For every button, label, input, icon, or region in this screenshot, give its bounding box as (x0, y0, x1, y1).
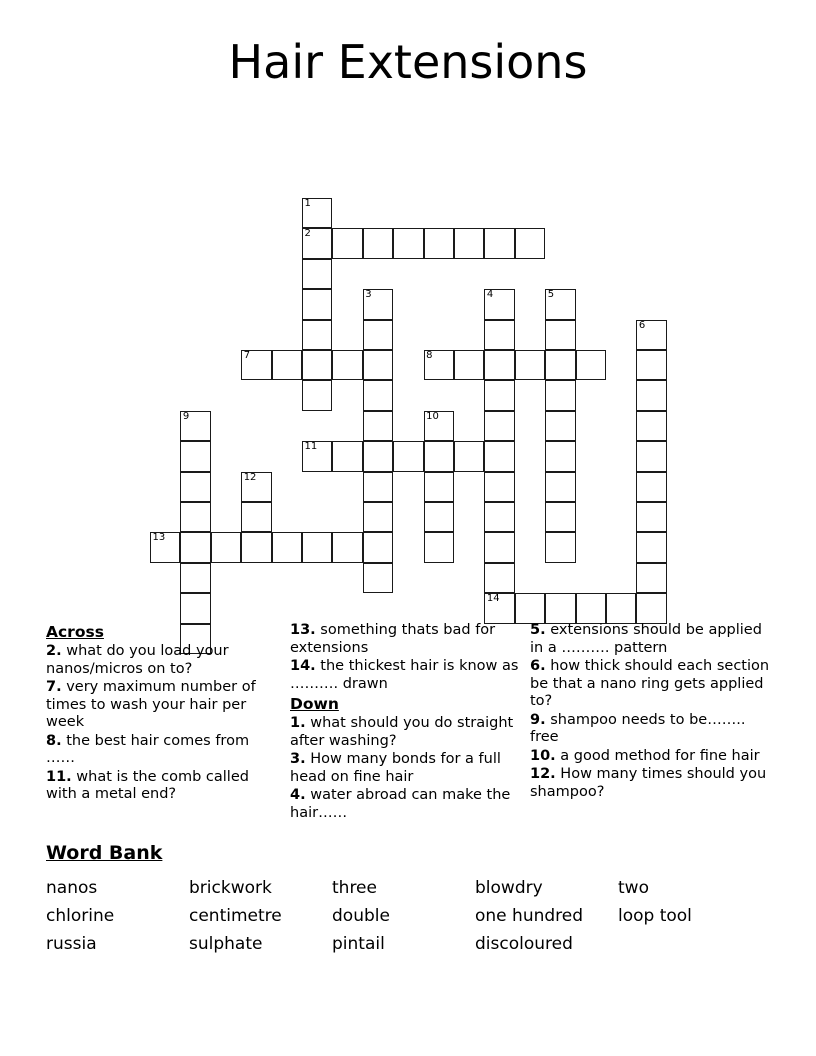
clue-down-1 (290, 715, 522, 750)
page-title: Hair Extensions (228, 35, 588, 89)
grid-cell[interactable] (332, 350, 362, 380)
grid-cell-number: 2 (304, 228, 311, 240)
word-bank-row (46, 874, 776, 902)
word-bank-word[interactable]: blowdry (475, 878, 543, 898)
word-bank-row (46, 930, 776, 958)
grid-cell[interactable] (454, 350, 484, 380)
grid-cell[interactable] (393, 441, 423, 471)
grid-cell[interactable] (484, 380, 514, 410)
grid-cell[interactable] (180, 411, 210, 441)
crossword-grid-container (0, 90, 816, 605)
grid-cell[interactable] (363, 472, 393, 502)
clue-across-8 (46, 733, 274, 768)
clue-number: 3. (290, 751, 306, 767)
grid-cell[interactable] (636, 593, 666, 623)
grid-cell[interactable] (302, 198, 332, 228)
grid-cell[interactable] (545, 441, 575, 471)
grid-cell-number: 8 (426, 350, 433, 361)
clue-down-12 (530, 766, 778, 801)
grid-cell[interactable] (484, 228, 514, 258)
grid-cell-number: 4 (486, 289, 494, 301)
grid-cell[interactable] (484, 593, 514, 623)
grid-cell[interactable] (576, 593, 606, 623)
word-bank-word[interactable]: nanos (46, 878, 98, 898)
grid-cell-number: 10 (426, 410, 439, 422)
grid-cell[interactable] (636, 532, 666, 562)
clue-number: 5. (530, 622, 546, 638)
grid-cell[interactable] (636, 350, 666, 380)
grid-cell[interactable] (545, 380, 575, 410)
grid-cell[interactable] (180, 532, 210, 562)
grid-cell-number: 9 (182, 410, 190, 422)
grid-cell[interactable] (484, 563, 514, 593)
grid-cell[interactable] (484, 532, 514, 562)
grid-cell[interactable] (302, 532, 332, 562)
grid-cell[interactable] (484, 472, 514, 502)
grid-cell[interactable] (302, 380, 332, 410)
clue-across-7 (46, 679, 274, 732)
grid-cell[interactable] (545, 502, 575, 532)
grid-cell[interactable] (302, 228, 332, 258)
grid-cell[interactable] (484, 320, 514, 350)
grid-cell[interactable] (515, 593, 545, 623)
grid-cell[interactable] (484, 289, 514, 319)
grid-cell-number: 5 (547, 289, 555, 301)
word-bank-word[interactable]: three (332, 878, 377, 898)
grid-cell[interactable] (484, 411, 514, 441)
clue-number: 6. (530, 658, 546, 674)
clue-down-10 (530, 748, 778, 766)
grid-cell[interactable] (454, 441, 484, 471)
grid-cell[interactable] (545, 320, 575, 350)
clue-text: extensions should be applied in a ………. pattern (530, 622, 762, 656)
grid-cell[interactable] (363, 411, 393, 441)
clue-text: what should you do straight after washing? (290, 715, 514, 749)
word-bank-empty (618, 930, 761, 958)
clue-number: 4. (290, 787, 306, 803)
clue-text: the best hair comes from …… (46, 732, 250, 766)
clue-text: a good method for fine hair (555, 747, 760, 764)
word-bank-word[interactable]: pintail (332, 934, 385, 954)
clue-number: 9. (530, 711, 546, 728)
clue-column-1 (46, 622, 274, 805)
clue-number: 8. (46, 732, 62, 749)
grid-cell[interactable] (636, 380, 666, 410)
word-bank-word[interactable]: russia (46, 934, 97, 954)
grid-cell[interactable] (180, 593, 210, 623)
clue-down-6 (530, 658, 778, 711)
grid-cell[interactable] (424, 472, 454, 502)
clue-across-2 (46, 643, 274, 678)
grid-cell-number: 14 (486, 593, 500, 605)
clue-text: something thats bad for extensions (290, 622, 496, 656)
word-bank-word[interactable]: sulphate (189, 934, 263, 954)
grid-cell[interactable] (545, 289, 575, 319)
grid-cell[interactable] (363, 380, 393, 410)
clue-down-4 (290, 787, 522, 822)
grid-cell[interactable] (424, 228, 454, 258)
grid-cell[interactable] (211, 532, 241, 562)
grid-cell[interactable] (332, 532, 362, 562)
grid-cell[interactable] (241, 502, 271, 532)
grid-cell[interactable] (272, 350, 302, 380)
word-bank-row (46, 902, 776, 930)
grid-cell-number: 11 (304, 441, 318, 453)
clue-across-14 (290, 658, 522, 693)
clue-text: shampoo needs to be…….. free (530, 711, 746, 745)
grid-cell[interactable] (636, 563, 666, 593)
crossword-grid[interactable] (150, 198, 710, 668)
clue-text: How many times should you shampoo? (530, 766, 767, 800)
clue-across-13 (290, 622, 522, 657)
grid-cell[interactable] (363, 228, 393, 258)
clue-number: 12. (530, 766, 556, 782)
grid-cell[interactable] (606, 593, 636, 623)
grid-cell[interactable] (241, 472, 271, 502)
word-bank-title: Word Bank (46, 842, 163, 864)
word-bank-word[interactable]: loop tool (618, 906, 692, 926)
clue-number: 7. (46, 679, 62, 695)
grid-cell[interactable] (302, 350, 332, 380)
grid-cell[interactable] (484, 441, 514, 471)
grid-cell[interactable] (636, 411, 666, 441)
word-bank-word[interactable]: two (618, 878, 649, 898)
grid-cell[interactable] (363, 502, 393, 532)
clue-number: 10. (530, 747, 556, 764)
grid-cell-number: 1 (304, 198, 311, 209)
grid-cell[interactable] (484, 350, 514, 380)
grid-cell-number: 12 (243, 471, 257, 483)
grid-cell[interactable] (545, 350, 575, 380)
grid-cell[interactable] (302, 259, 332, 289)
word-bank-word[interactable]: discoloured (475, 934, 573, 954)
clue-column-3 (530, 622, 778, 802)
grid-cell[interactable] (302, 441, 332, 471)
grid-cell[interactable] (241, 350, 271, 380)
word-bank-rows (46, 874, 776, 958)
grid-cell[interactable] (302, 320, 332, 350)
clue-text: very maximum number of times to wash your hair per week (46, 679, 256, 730)
grid-cell[interactable] (272, 532, 302, 562)
grid-cell[interactable] (332, 228, 362, 258)
grid-cell[interactable] (180, 441, 210, 471)
clue-text: how thick should each section be that a nano ring gets applied to? (530, 658, 770, 709)
clue-number: 2. (46, 643, 62, 659)
clue-column-2 (290, 622, 522, 823)
grid-cell[interactable] (454, 228, 484, 258)
grid-cell[interactable] (636, 320, 666, 350)
clue-text: the thickest hair is know as ………. drawn (290, 658, 519, 692)
clue-text: what do you load your nanos/micros on to? (46, 643, 229, 677)
grid-cell[interactable] (424, 441, 454, 471)
grid-cell[interactable] (180, 472, 210, 502)
clue-text: How many bonds for a full head on fine hair (290, 751, 501, 785)
word-bank (46, 840, 776, 958)
clue-number: 1. (290, 715, 306, 731)
clue-text: what is the comb called with a metal end? (46, 768, 249, 802)
grid-cell[interactable] (576, 350, 606, 380)
grid-cell[interactable] (636, 502, 666, 532)
word-bank-word[interactable]: centimetre (189, 906, 282, 926)
down-heading: Down (290, 695, 339, 713)
grid-cell[interactable] (515, 350, 545, 380)
grid-cell-number: 6 (638, 319, 646, 331)
clue-down-3 (290, 751, 522, 786)
clue-across-11 (46, 769, 274, 804)
grid-cell[interactable] (241, 532, 271, 562)
clue-text: water abroad can make the hair…… (290, 787, 511, 821)
grid-cell[interactable] (636, 441, 666, 471)
across-heading: Across (46, 623, 104, 641)
grid-cell[interactable] (545, 411, 575, 441)
grid-cell[interactable] (332, 441, 362, 471)
grid-cell[interactable] (545, 593, 575, 623)
grid-cell[interactable] (363, 320, 393, 350)
clues-section (0, 622, 816, 832)
clue-down-5 (530, 622, 778, 657)
word-bank-word[interactable]: one hundred (475, 906, 584, 926)
grid-cell[interactable] (363, 289, 393, 319)
grid-cell[interactable] (424, 532, 454, 562)
clue-number: 11. (46, 768, 72, 785)
grid-cell[interactable] (150, 532, 180, 562)
grid-cell[interactable] (515, 228, 545, 258)
grid-cell[interactable] (484, 502, 514, 532)
grid-cell[interactable] (180, 563, 210, 593)
grid-cell-number: 3 (365, 289, 372, 301)
word-bank-word[interactable]: double (332, 906, 390, 926)
grid-cell[interactable] (393, 228, 423, 258)
grid-cell[interactable] (363, 532, 393, 562)
grid-cell[interactable] (545, 532, 575, 562)
grid-cell[interactable] (424, 350, 454, 380)
word-bank-word[interactable]: brickwork (189, 878, 272, 898)
grid-cell[interactable] (363, 563, 393, 593)
grid-cell[interactable] (180, 502, 210, 532)
grid-cell[interactable] (636, 472, 666, 502)
grid-cell[interactable] (302, 289, 332, 319)
grid-cell[interactable] (545, 472, 575, 502)
grid-cell[interactable] (424, 411, 454, 441)
grid-cell-number: 13 (152, 532, 166, 544)
grid-cell[interactable] (424, 502, 454, 532)
word-bank-word[interactable]: chlorine (46, 906, 115, 926)
clue-down-9 (530, 712, 778, 747)
grid-cell[interactable] (363, 350, 393, 380)
grid-cell-number: 7 (243, 350, 251, 361)
clue-number: 14. (290, 658, 316, 674)
clue-number: 13. (290, 622, 316, 638)
grid-cell[interactable] (363, 441, 393, 471)
